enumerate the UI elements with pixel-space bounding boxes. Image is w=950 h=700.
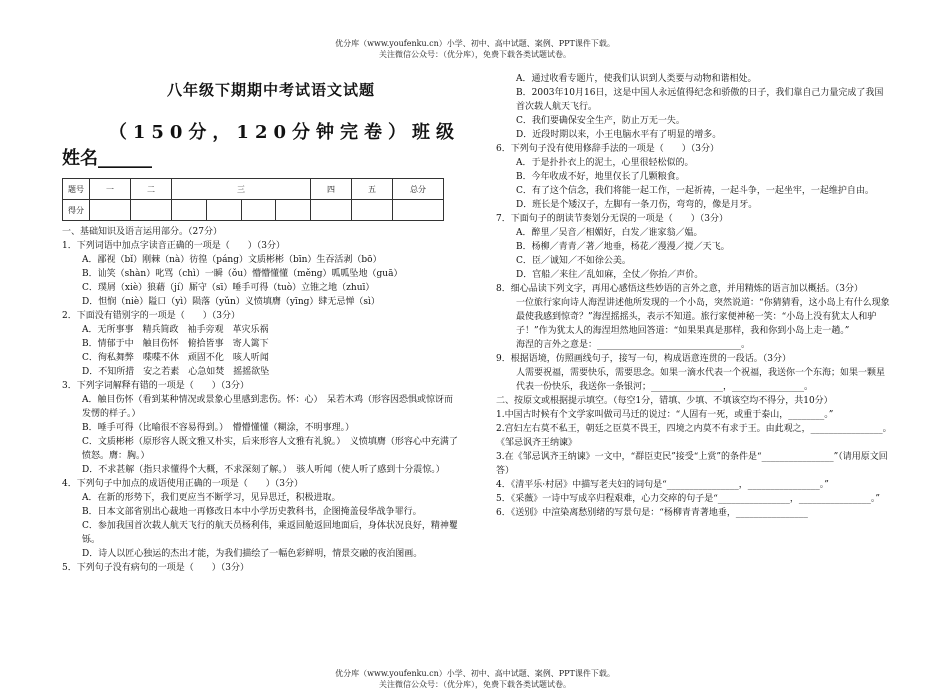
option-line: B．杨柳／青青／著／地垂，杨花／漫漫／搅／天飞。 [516, 242, 730, 252]
fill-blank-item[interactable]: 6．《送别》中渲染离愁别绪的写景句是：“杨柳青青著地垂，________________ [496, 508, 808, 518]
footer-line-1: 优分库（www.youfenku.cn）小学、初中、高中试题、案例、PPT课件下载。 [335, 669, 615, 678]
score-cell: 总分 [393, 179, 444, 200]
option-line: B．唾手可得（比喻很不容易得到。） 懵懵懂懂（糊涂，不明事理。） [82, 423, 355, 433]
score-input-cell[interactable] [311, 200, 352, 221]
score-cell: 三 [172, 179, 311, 200]
score-input-cell[interactable] [276, 200, 311, 221]
question-stem: 2．下面没有错别字的一项是（ ）（3分） [62, 311, 240, 321]
option-line: A．无所事事 精兵简政 袖手旁观 革灾乐祸 [82, 325, 269, 335]
exam-subtitle: （150分，120分钟完卷）班级 [108, 122, 460, 143]
option-line: C．徇私舞弊 喋喋不休 顽固不化 咳人听闻 [82, 353, 269, 363]
score-input-cell[interactable] [90, 200, 131, 221]
question-stem: 7．下面句子的朗读节奏划分无误的一项是（ ）（3分） [496, 214, 728, 224]
score-input-cell[interactable] [131, 200, 172, 221]
option-line: A．通过收看专题片，使我们认识到人类要与动物和谐相处。 [516, 74, 757, 84]
name-line: 姓名______ [62, 148, 152, 169]
option-line: D．班长是个矮汉子，左脚有一条刀伤，弯弯的，像是月牙。 [516, 200, 758, 210]
option-line: C．有了这个信念，我们将能一起工作，一起祈祷，一起斗争，一起坐牢，一起维护自由。 [516, 186, 874, 196]
option-line: C．文质彬彬（原形容人既文雅又朴实，后来形容人文雅有礼貌。） 义愤填膺（形容心中充满了愤怒。膺：胸。） [82, 437, 458, 461]
passage-text[interactable]: 人需要祝福，需要快乐，需要思念。如果一滴水代表一个祝福，我送你一个东海；如果一颗星代表一份快乐，我送你一条银河；________________，________________。 [516, 368, 886, 392]
question-stem: 3．下列字词解释有错的一项是（ ）（3分） [62, 381, 249, 391]
header-line-1: 优分库（www.youfenku.cn）小学、初中、高中试题、案例、PPT课件下载。 [335, 39, 615, 48]
score-input-cell[interactable] [393, 200, 444, 221]
option-line: A．于是扑扑衣上的泥土，心里很轻松似的。 [516, 158, 694, 168]
fill-blank-item[interactable]: 2.宫妇左右莫不私王，朝廷之臣莫不畏王，四境之内莫不有求于王。由此观之，________________。《邹忌讽齐王纳谏》 [496, 424, 892, 448]
option-line: C．我们要确保安全生产，防止万无一失。 [516, 116, 685, 126]
score-input-cell[interactable] [352, 200, 393, 221]
option-line: D．不求甚解（指只求懂得个大概，不求深刻了解。） 骇人听闻（使人听了感到十分震惊。） [82, 465, 445, 475]
page-header [0, 38, 950, 60]
option-line: B．情郁于中 触目伤怀 俯拾皆事 寄人篱下 [82, 339, 269, 349]
score-table-header-row [63, 179, 444, 200]
option-line: C．璞屑（xiè）狼藉（jí）厮守（sī）唾手可得（tuò）立锥之地（zhuī） [82, 283, 375, 293]
answer-line[interactable]: 海涅的言外之意是：________________________________。 [516, 340, 751, 350]
passage-text: 一位旅行家向诗人海涅讲述他所发现的一个小岛，突然说道：“你猜猜看，这小岛上有什么现象最使我感到惊奇？”海涅摇摇头，表示不知道。旅行家便神秘一笑：“小岛上没有犹太人和驴子！”作为犹太人的海涅坦然地回答道：“如果果真是那样，我和你到小岛上走一趟。” [516, 298, 890, 336]
question-stem: 6．下列句子没有使用修辞手法的一项是（ ）（3分） [496, 144, 719, 154]
fill-blank-item[interactable]: 3.在《邹忌讽齐王纳谏》一文中，“群臣吏民”接受“上赏”的条件是“________________”（请用原文回答） [496, 452, 888, 476]
option-line: A．鄙视（bǐ）刚棘（nà）彷徨（páng）文质彬彬（bīn）生吞活剥（bō） [82, 255, 382, 265]
question-stem: 1．下列词语中加点字读音正确的一项是（ ）（3分） [62, 241, 285, 251]
question-stem: 8．细心品读下列文字，再用心感悟这些妙语的言外之意，并用精炼的语言加以概括。（3分） [496, 284, 863, 294]
right-column [496, 72, 892, 520]
score-input-cell[interactable] [172, 200, 207, 221]
section-heading: 二、按原文或根据提示填空。（每空1分，错填、少填、不填该空均不得分，共10分） [496, 396, 833, 406]
footer-line-2: 关注微信公众号：（优分库），免费下载各类试题试卷。 [379, 680, 571, 689]
score-input-cell[interactable] [241, 200, 276, 221]
header-line-2: 关注微信公众号：（优分库），免费下载各类试题试卷。 [379, 50, 571, 59]
score-cell: 四 [311, 179, 352, 200]
fill-blank-item[interactable]: 5．《采薇》一诗中写成卒归程艰难，心力交瘁的句子是“________________，________________。” [496, 494, 880, 504]
question-stem: 4．下列句子中加点的成语使用正确的一项是（ ）（3分） [62, 479, 303, 489]
option-line: A．触目伤怀（看到某种情况或景象心里感到悲伤。怀：心） 呆若木鸡（形容因恐惧或惊讶而发愣的样子。） [82, 395, 454, 419]
section-heading: 一、基础知识及语言运用部分。（27分） [62, 227, 222, 237]
score-cell: 得分 [63, 200, 90, 221]
score-cell: 二 [131, 179, 172, 200]
option-line: D．近段时期以来，小王电脑水平有了明显的增多。 [516, 130, 722, 140]
score-input-cell[interactable] [206, 200, 241, 221]
option-line: B．2003年10月16日，这是中国人永远值得纪念和骄傲的日子，我们靠自己力量完成了我国首次载人航天飞行。 [516, 88, 884, 112]
score-table [62, 178, 444, 221]
fill-blank-item[interactable]: 1.中国古时候有个文学家叫做司马迁的说过：“人固有一死，或重于泰山，________。” [496, 410, 834, 420]
option-line: D．诗人以匠心独运的杰出才能，为我们描绘了一幅色彩鲜明，情景交融的夜泊图画。 [82, 549, 423, 559]
option-line: D．官船／来往／乱如麻，全仗／你抬／声价。 [516, 270, 704, 280]
option-line: B．今年收成不好，地里仅长了几颗粮食。 [516, 172, 685, 182]
page-footer [0, 668, 950, 690]
option-line: B．讪笑（shàn）叱骂（chì）一瞬（ǒu）懵懵懂懂（měng）呱呱坠地（guā） [82, 269, 403, 279]
question-stem: 9．根据语境，仿照画线句子，接写一句，构成语意连贯的一段话。（3分） [496, 354, 791, 364]
score-cell: 五 [352, 179, 393, 200]
score-cell: 一 [90, 179, 131, 200]
option-line: C．参加我国首次载人航天飞行的航天员杨利伟，乘返回舱返回地面后，身体状况良好，精神矍铄。 [82, 521, 458, 545]
fill-blank-item[interactable]: 4．《清平乐·村居》中描写老夫妇的词句是“________________，________________。” [496, 480, 829, 490]
left-column [62, 74, 460, 575]
option-line: A．在新的形势下，我们更应当不断学习，见异思迁，积极进取。 [82, 493, 341, 503]
option-line: B．日本文部省别出心裁地一再修改日本中小学历史教科书，企图掩盖侵华战争罪行。 [82, 507, 422, 517]
score-cell: 题号 [63, 179, 90, 200]
option-line: C．臣／诚知／不如徐公美。 [516, 256, 631, 266]
option-line: D．怛悯（niè）隘口（yì）陨落（yǔn）义愤填膺（yīng）肆无忌惮（sì） [82, 297, 380, 307]
option-line: D．不知所措 安之若素 心急如焚 摇摇欲坠 [82, 367, 270, 377]
question-stem: 5．下列句子没有病句的一项是（ ）（3分） [62, 563, 249, 573]
option-line: A．醉里／吴音／相媚好，白发／谁家翁／媪。 [516, 228, 703, 238]
exam-title: 八年级下期期中考试语文试题 [166, 81, 375, 99]
score-table-score-row [63, 200, 444, 221]
